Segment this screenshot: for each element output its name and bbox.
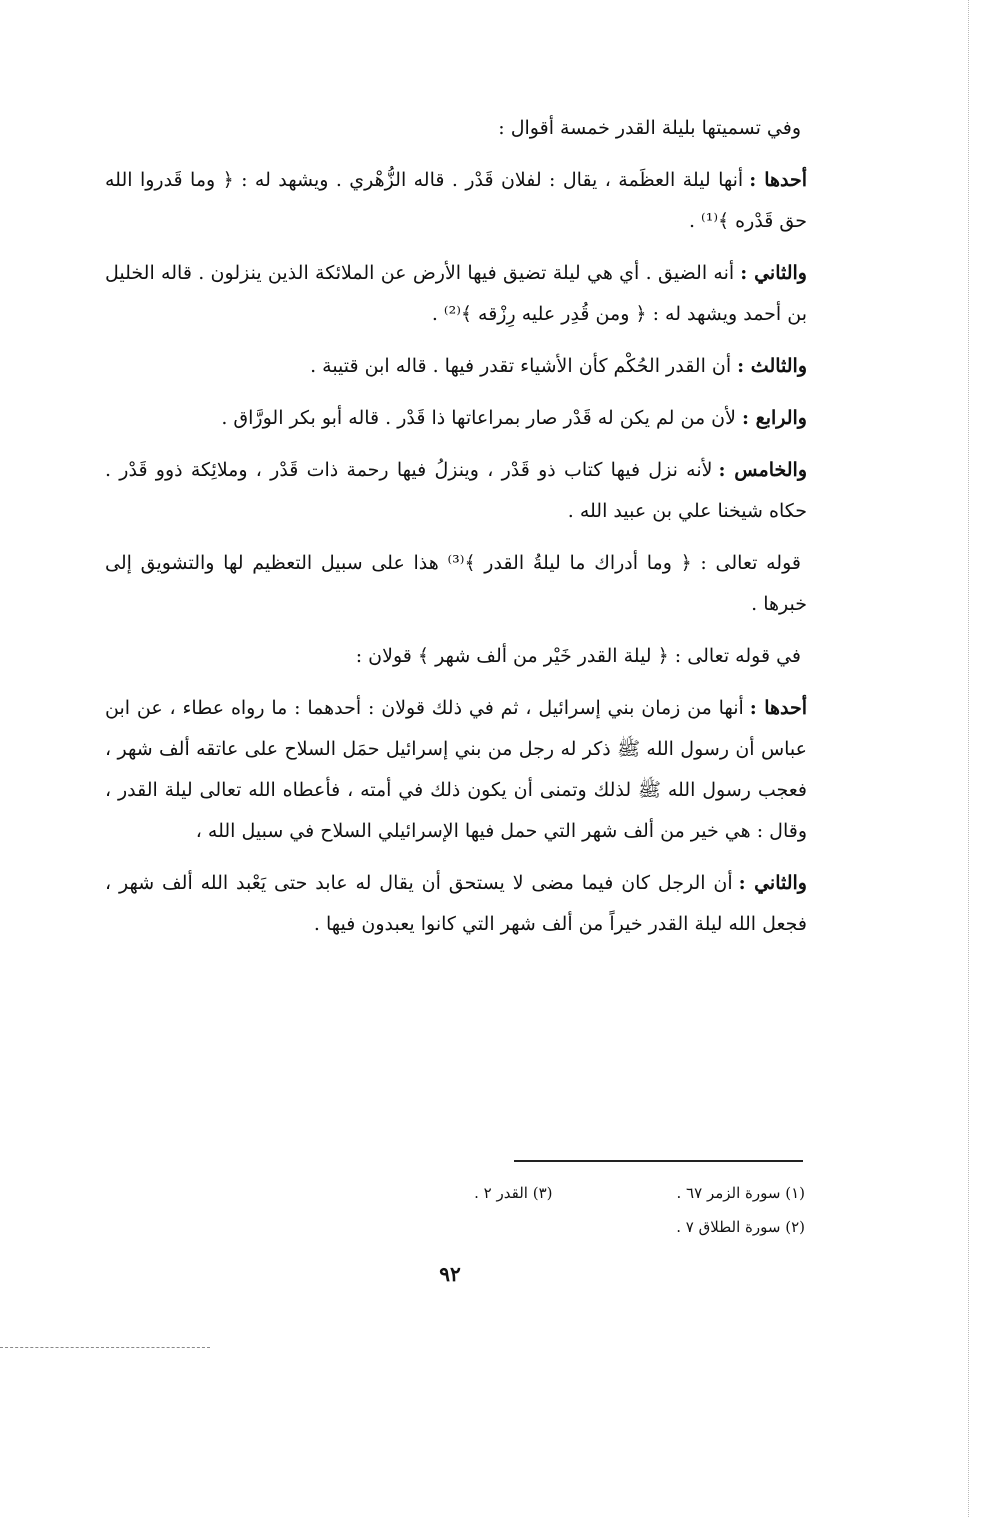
paragraph-fifth-opinion — [105, 450, 807, 532]
paragraph-lead: أحدها : — [749, 169, 808, 191]
footnote-row — [300, 1210, 805, 1244]
paragraph-lead: أحدها : — [749, 697, 807, 719]
page-body — [105, 108, 807, 956]
paragraph-verse-commentary — [105, 543, 807, 625]
paragraph-text: أنه الضيق . أي هي ليلة تضيق فيها الأرض عن الملائكة الذين ينزلون . قاله الخليل بن أحمد ويشهد له : ﴿ ومن قُدِر عليه رِزْقه ﴾⁽²⁾ . — [105, 262, 807, 325]
paragraph-text: أن القدر الحُكْم كأن الأشياء تقدر فيها . قاله ابن قتيبة . — [310, 355, 732, 377]
footnotes — [300, 1176, 805, 1244]
paragraph-text: لأنه نزل فيها كتاب ذو قَدْر ، وينزلُ فيها رحمة ذات قَدْر ، وملائِكة ذوو قَدْر . حكاه شيخنا علي بن عبيد الله . — [105, 459, 807, 522]
paragraph-text: أنها ليلة العظَمة ، يقال : لفلان قَدْر . قاله الزُّهْري . ويشهد له : ﴿ وما قَدروا الله حق قَدْره ﴾⁽¹⁾ . — [105, 169, 807, 232]
paragraph-lead: والثاني : — [738, 872, 807, 894]
paragraph-text: في قوله تعالى : ﴿ ليلة القدر خَيْر من ألف شهر ﴾ قولان : — [355, 645, 801, 667]
paragraph-verse-heading — [105, 636, 807, 677]
paragraph-lead: والخامس : — [718, 459, 807, 481]
paragraph-text: قوله تعالى : ﴿ وما أدراك ما ليلةُ القدر ﴾⁽³⁾ هذا على سبيل التعظيم لها والتشويق إلى خبرها . — [105, 552, 807, 615]
footnote-2: (٢) سورة الطلاق ٧ . — [676, 1218, 805, 1236]
paragraph-second-opinion — [105, 253, 807, 335]
paragraph-third-opinion — [105, 346, 807, 387]
paragraph-fourth-opinion — [105, 398, 807, 439]
paragraph-text: أن الرجل كان فيما مضى لا يستحق أن يقال له عابد حتى يَعْبد الله ألف شهر ، فجعل الله ليلة القدر خيراً من ألف شهر التي كانوا يعبدون فيها . — [105, 872, 807, 935]
paragraph-lead: والرابع : — [741, 407, 807, 429]
scan-artifact-line — [0, 1347, 210, 1348]
paragraph-first-saying — [105, 688, 807, 852]
page-number: ٩٢ — [439, 1262, 461, 1286]
scan-edge-line — [968, 0, 969, 1517]
paragraph-text: لأن من لم يكن له قَدْر صار بمراعاتها ذا قَدْر . قاله أبو بكر الورَّاق . — [221, 407, 736, 429]
paragraph-second-saying — [105, 863, 807, 945]
paragraph-lead: والثاني : — [740, 262, 807, 284]
footnote-row — [300, 1176, 805, 1210]
footnote-divider — [514, 1160, 803, 1162]
paragraph-text: أنها من زمان بني إسرائيل ، ثم في ذلك قولان : أحدهما : ما رواه عطاء ، عن ابن عباس أن رسول الله ﷺ ذكر له رجل من بني إسرائيل حمَل السلاح على عاتقه ألف شهر ، فعجب رسول الله ﷺ لذلك وتمنى أن يكون ذلك في أمته ، فأعطاه الله تعالى ليلة القدر ، وقال : هي خير من ألف شهر التي حمل فيها الإسرائيلي السلاح في سبيل الله ، — [105, 697, 807, 842]
footnote-1: (١) سورة الزمر ٦٧ . — [676, 1184, 805, 1202]
paragraph-text: وفي تسميتها بليلة القدر خمسة أقوال : — [498, 117, 801, 139]
footnote-3: (٣) القدر ٢ . — [474, 1184, 553, 1202]
paragraph-first-opinion — [105, 160, 807, 242]
paragraph-lead: والثالث : — [737, 355, 807, 377]
paragraph-intro — [105, 108, 807, 149]
